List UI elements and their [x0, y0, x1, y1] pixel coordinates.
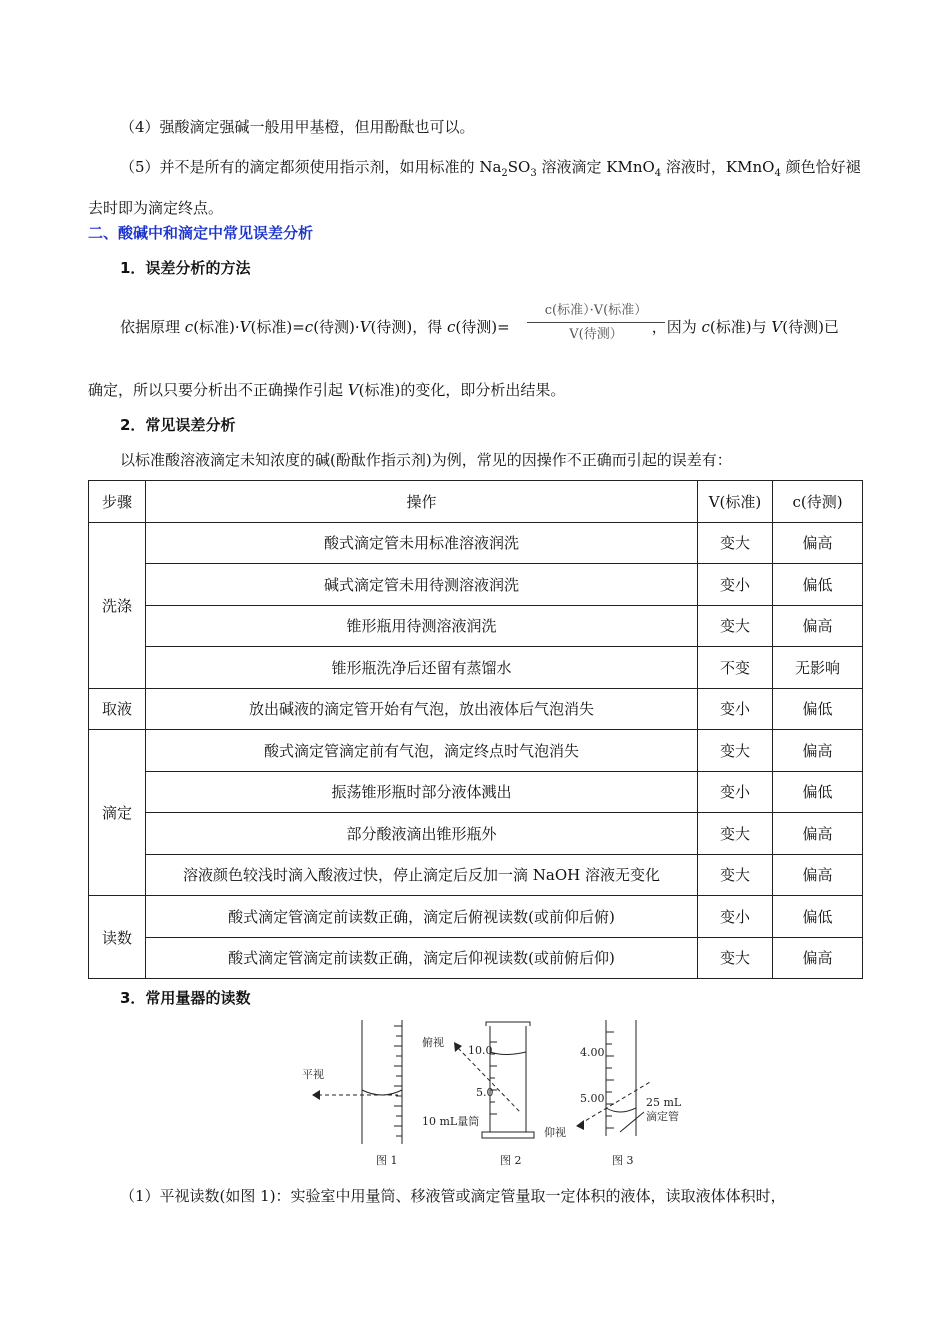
table-intro: 以标准酸溶液滴定未知浓度的碱(酚酞作指示剂)为例，常见的因操作不正确而引起的误差有：	[120, 451, 732, 469]
v-cell: 变小	[698, 896, 773, 938]
fig2-tick-high: 10.0	[468, 1044, 493, 1057]
subheading-common-errors: 2．常见误差分析	[120, 416, 236, 434]
table-row	[89, 564, 863, 606]
table-row	[89, 896, 863, 938]
table-header-row	[89, 481, 863, 523]
c-cell: 偏低	[773, 771, 863, 813]
principle-line: 依据原理 c(标准)·V(标准)=c(待测)·V(待测)，得 c(待测)= ，因为 c(标准)与 V(待测)已	[120, 318, 839, 336]
error-analysis-table	[88, 480, 863, 979]
fig2-tick-low: 5.0	[476, 1086, 494, 1099]
table-row	[89, 647, 863, 689]
v-cell: 变大	[698, 937, 773, 979]
note-4: （4）强酸滴定强碱一般用甲基橙，但用酚酞也可以。	[120, 118, 475, 136]
table-row	[89, 688, 863, 730]
figure-3-burette	[580, 1020, 650, 1136]
v-cell: 变大	[698, 854, 773, 896]
table-row	[89, 605, 863, 647]
v-cell: 不变	[698, 647, 773, 689]
operation-cell: 酸式滴定管未用标准溶液润洗	[146, 522, 698, 564]
c-cell: 偏低	[773, 688, 863, 730]
c-cell: 偏高	[773, 522, 863, 564]
operation-cell: 酸式滴定管滴定前读数正确，滴定后俯视读数(或前仰后俯)	[146, 896, 698, 938]
step-cell: 洗涤	[89, 522, 146, 688]
fig3-caption: 图 3	[612, 1154, 634, 1167]
c-cell: 偏低	[773, 896, 863, 938]
table-row	[89, 730, 863, 772]
fig1-caption: 图 1	[376, 1154, 398, 1167]
fraction-denominator: V(待测）	[569, 327, 623, 342]
table-row	[89, 854, 863, 896]
c-cell: 无影响	[773, 647, 863, 689]
c-cell: 偏低	[773, 564, 863, 606]
c-cell: 偏高	[773, 854, 863, 896]
operation-cell: 碱式滴定管未用待测溶液润洗	[146, 564, 698, 606]
v-cell: 变小	[698, 688, 773, 730]
fig3-name-1: 25 mL	[646, 1096, 682, 1109]
operation-cell: 酸式滴定管滴定前有气泡，滴定终点时气泡消失	[146, 730, 698, 772]
v-cell: 变大	[698, 522, 773, 564]
eye-icon	[312, 1090, 320, 1100]
figure-1-cylinder	[318, 1020, 402, 1144]
table-row	[89, 937, 863, 979]
operation-cell: 部分酸液滴出锥形瓶外	[146, 813, 698, 855]
conclusion-line: 确定，所以只要分析出不正确操作引起 V(标准)的变化，即分析出结果。	[88, 381, 566, 399]
c-cell: 偏高	[773, 605, 863, 647]
v-cell: 变小	[698, 771, 773, 813]
fraction-numerator: c(标准）·V(标准）	[527, 300, 665, 323]
v-cell: 变大	[698, 730, 773, 772]
table-row	[89, 771, 863, 813]
subheading-method: 1．误差分析的方法	[120, 259, 251, 277]
error-formula-fraction	[527, 300, 665, 350]
table-row	[89, 522, 863, 564]
reading-figures	[290, 1012, 710, 1172]
v-cell: 变大	[698, 605, 773, 647]
step-cell: 滴定	[89, 730, 146, 896]
c-cell: 偏高	[773, 813, 863, 855]
c-cell: 偏高	[773, 937, 863, 979]
header-c-unknown: c(待测)	[773, 481, 863, 523]
fig3-tick-high: 4.00	[580, 1046, 605, 1059]
operation-cell: 振荡锥形瓶时部分液体溅出	[146, 771, 698, 813]
v-cell: 变小	[698, 564, 773, 606]
operation-cell: 溶液颜色较浅时滴入酸液过快，停止滴定后反加一滴 NaOH 溶液无变化	[146, 854, 698, 896]
subheading-instrument-reading: 3．常用量器的读数	[120, 989, 251, 1007]
header-operation: 操作	[146, 481, 698, 523]
step-cell: 取液	[89, 688, 146, 730]
fig3-name-2: 滴定管	[646, 1110, 679, 1123]
header-v-standard: V(标准)	[698, 481, 773, 523]
header-step: 步骤	[89, 481, 146, 523]
paragraph-reading-1: （1）平视读数(如图 1)：实验室中用量筒、移液管或滴定管量取一定体积的液体，读取液体体积时，	[120, 1187, 786, 1205]
fig2-name: 10 mL量筒	[422, 1115, 480, 1128]
step-cell: 读数	[89, 896, 146, 979]
fig3-tick-low: 5.00	[580, 1092, 605, 1105]
fig3-bottom-label: 仰视	[544, 1126, 566, 1139]
operation-cell: 锥形瓶用待测溶液润洗	[146, 605, 698, 647]
fig2-top-label: 俯视	[422, 1036, 444, 1049]
section-2-title: 二、酸碱中和滴定中常见误差分析	[88, 224, 314, 242]
c-cell: 偏高	[773, 730, 863, 772]
v-cell: 变大	[698, 813, 773, 855]
eye-icon	[576, 1120, 584, 1130]
operation-cell: 锥形瓶洗净后还留有蒸馏水	[146, 647, 698, 689]
operation-cell: 放出碱液的滴定管开始有气泡，放出液体后气泡消失	[146, 688, 698, 730]
operation-cell: 酸式滴定管滴定前读数正确，滴定后仰视读数(或前俯后仰)	[146, 937, 698, 979]
table-row	[89, 813, 863, 855]
fig2-caption: 图 2	[500, 1154, 522, 1167]
fig1-label: 平视	[302, 1068, 324, 1081]
note-5: （5）并不是所有的滴定都须使用指示剂，如用标准的 $Na_2SO_3$ 溶液滴定 KMnO$_4$ 溶液时，KMnO$_4$ 颜色恰好褪去时即为滴定终点。	[88, 158, 861, 217]
